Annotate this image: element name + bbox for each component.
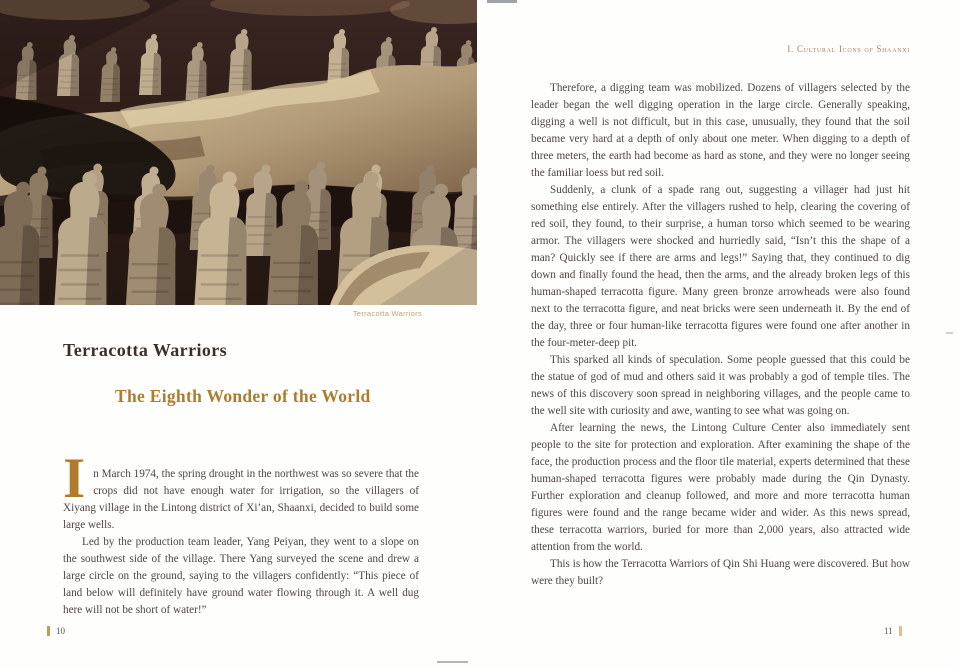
page-number-bar — [47, 626, 50, 636]
paragraph — [63, 447, 419, 534]
paragraph: This is how the Terracotta Warriors of Qin Shi Huang were discovered. But how were they built? — [531, 558, 910, 587]
paragraph: Suddenly, a clunk of a spade rang out, suggesting a villager had just hit something else entirely. After the villagers rushed to help, clearing the covering of red soil, they found, to their surprise, a human torso which seemed to be wearing armor. The villagers were shocked and hurriedly said, “Isn’t this the shape of a man? Quickly see if there are arms and legs!” Saying that, they continued to dig down and finally found the head, then the arms, and the already broken legs of this human-shaped terracotta figure. Many green bronze arrowheads were also found next to the terracotta figure, and neat bricks were seen underneath it. By the end of the day, three or four human-like terracotta figures were found one after another in the four-meter-deep pit. — [531, 184, 910, 349]
left-page-body — [63, 447, 419, 619]
terracotta-warriors-photo-art — [0, 0, 477, 305]
terracotta-warriors-photo — [0, 0, 477, 305]
right-page-footer — [884, 626, 902, 636]
paragraph: Therefore, a digging team was mobilized. Dozens of villagers selected by the leader began the well digging operation in the large circle. Generally speaking, digging a well is not difficult, but in this case, unusually, they found that the soil became very hard at a depth of only about one meter. When digging to a depth of three meters, the earth had become as hard as stone, and they were no longer seeing the familiar loess but red soil. — [531, 82, 910, 179]
paragraph: Led by the production team leader, Yang Peiyan, they went to a slope on the southwest side of the village. There Yang surveyed the scene and drew a large circle on the ground, saying to the villagers confidently: “This piece of land below will definitely have ground water flowing through it. A well dug here will not be short of water!” — [63, 536, 419, 616]
bottom-page-marker — [437, 661, 468, 663]
left-page-footer — [47, 626, 65, 636]
page-number-right: 11 — [884, 626, 893, 636]
photo-caption: Terracotta Warriors — [352, 309, 422, 318]
paragraph: This sparked all kinds of speculation. Some people guessed that this could be the statue of god of mud and others said it was probably a god of temple tiles. The news of this discovery soon spread in neighboring villages, and the people came to the well site with curiosity and awe, wanting to see what was going on. — [531, 354, 910, 417]
chapter-title: Terracotta Warriors — [63, 340, 228, 360]
paragraph-text: n March 1974, the spring drought in the northwest was so severe that the crops did not have enough water for irrigation, so the villagers of Xiyang village in the Lintong district of Xi’an, Shaanxi, decided to build some large wells. — [63, 468, 419, 531]
drop-cap: I — [63, 447, 86, 510]
paragraph: After learning the news, the Lintong Culture Center also immediately sent people to the site for protection and exploration. After examining the shape of the face, the production process and the floor tile material, experts determined that these human-shaped terracotta figures were probably made during the Qin Dynasty. Further exploration and cleanup followed, and more and more terracotta human figures were found and the range became wider and wider. As this news spread, these terracotta warriors, buried for more than 2,000 years, also attracted wide attention from the world. — [531, 422, 910, 553]
top-page-marker — [487, 0, 517, 3]
running-header: I. Cultural Icons of Shaanxi — [787, 44, 910, 54]
page-number-bar — [899, 626, 902, 636]
page-number-left: 10 — [56, 626, 65, 636]
chapter-subtitle: The Eighth Wonder of the World — [115, 386, 371, 406]
right-page-body — [531, 80, 910, 590]
scrollbar-thumb[interactable] — [946, 332, 953, 334]
